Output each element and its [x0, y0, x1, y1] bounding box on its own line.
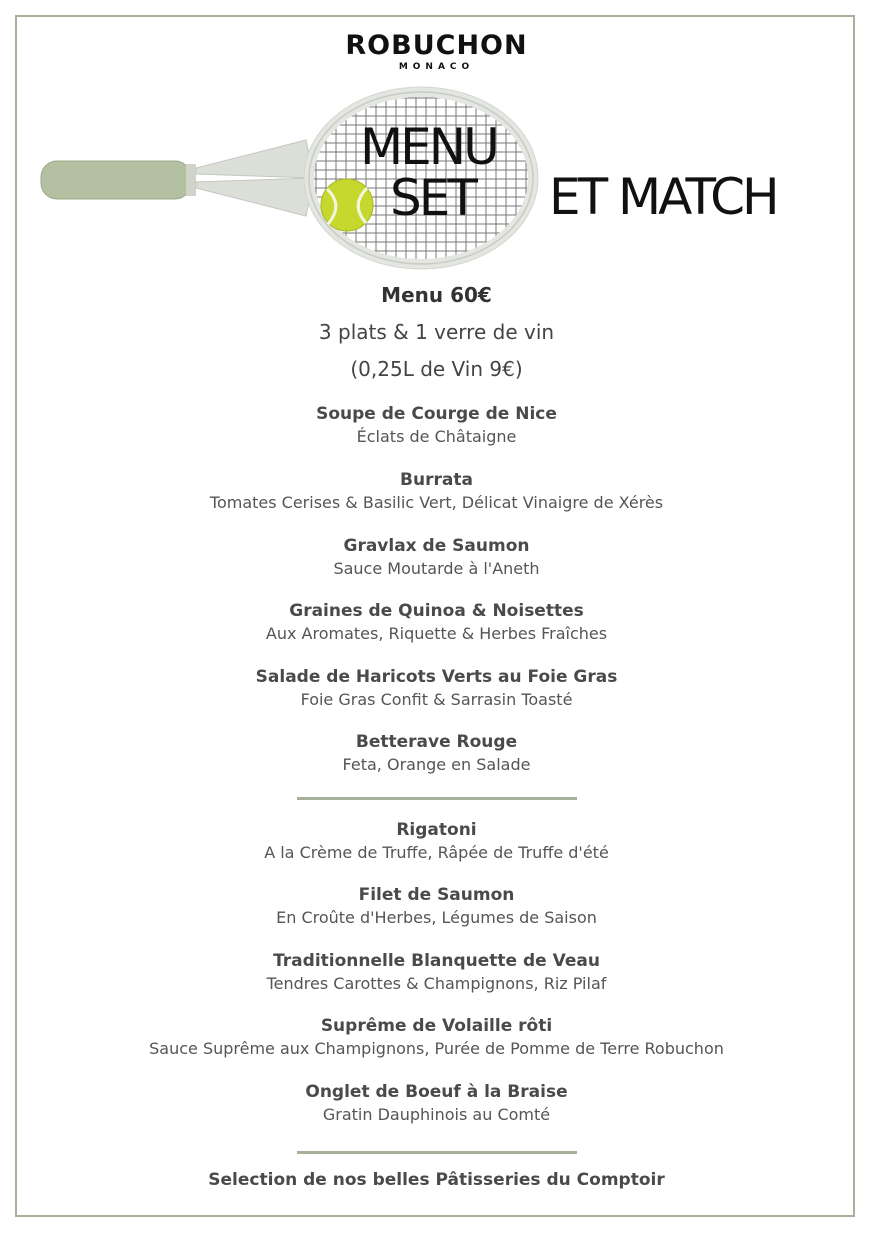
dish-name: Salade de Haricots Verts au Foie Gras [255, 667, 618, 687]
menu-price: Menu 60€ [381, 283, 492, 307]
dish-item [0, 535, 873, 580]
dish-item [0, 1015, 873, 1060]
dish-description: Sauce Moutarde à l'Aneth [333, 559, 540, 578]
dish-description: Feta, Orange en Salade [342, 755, 531, 774]
dish-item [0, 469, 873, 514]
dish-description: Tomates Cerises & Basilic Vert, Délicat Vinaigre de Xérès [209, 493, 664, 512]
dish-name: Betterave Rouge [355, 732, 518, 752]
dish-item [0, 403, 873, 448]
tennis-ball-icon [321, 179, 373, 231]
dish-name: Suprême de Volaille rôti [320, 1016, 553, 1036]
dish-description: Tendres Carottes & Champignons, Riz Pilaf [266, 974, 607, 993]
dish-name: Gravlax de Saumon [343, 536, 530, 556]
brand-name: ROBUCHON [345, 30, 528, 61]
dish-item [0, 600, 873, 645]
dish-description: Gratin Dauphinois au Comté [322, 1105, 551, 1124]
title-line-et-match: ET MATCH [549, 168, 777, 226]
dish-item [0, 666, 873, 711]
dish-name: Filet de Saumon [358, 885, 515, 905]
dish-item [0, 1081, 873, 1126]
dish-item [0, 731, 873, 776]
brand-location: MONACO [398, 62, 475, 72]
dish-name: Graines de Quinoa & Noisettes [289, 601, 584, 621]
dish-description: Foie Gras Confit & Sarrasin Toasté [300, 690, 573, 709]
menu-wine: (0,25L de Vin 9€) [350, 357, 523, 381]
dish-item [0, 884, 873, 929]
title-line-menu: MENU [360, 118, 497, 176]
dish-description: Aux Aromates, Riquette & Herbes Fraîches [265, 624, 608, 643]
title-line-set: SET [390, 169, 475, 227]
dish-item [0, 950, 873, 995]
dessert-line: Selection de nos belles Pâtisseries du Comptoir [208, 1170, 665, 1190]
dish-item [0, 819, 873, 864]
menu-detail: 3 plats & 1 verre de vin [318, 320, 555, 344]
dish-name: Soupe de Courge de Nice [316, 404, 557, 424]
dish-description: Sauce Suprême aux Champignons, Purée de Pomme de Terre Robuchon [149, 1039, 724, 1058]
dish-name: Onglet de Boeuf à la Braise [305, 1082, 568, 1102]
dish-name: Burrata [400, 470, 473, 490]
dish-name: Rigatoni [396, 820, 477, 840]
dish-description: A la Crème de Truffe, Râpée de Truffe d'été [264, 843, 609, 862]
dish-name: Traditionnelle Blanquette de Veau [273, 951, 600, 971]
dish-description: Éclats de Châtaigne [356, 427, 517, 446]
section-divider [297, 797, 577, 800]
dish-description: En Croûte d'Herbes, Légumes de Saison [276, 908, 597, 927]
section-divider [297, 1151, 577, 1154]
